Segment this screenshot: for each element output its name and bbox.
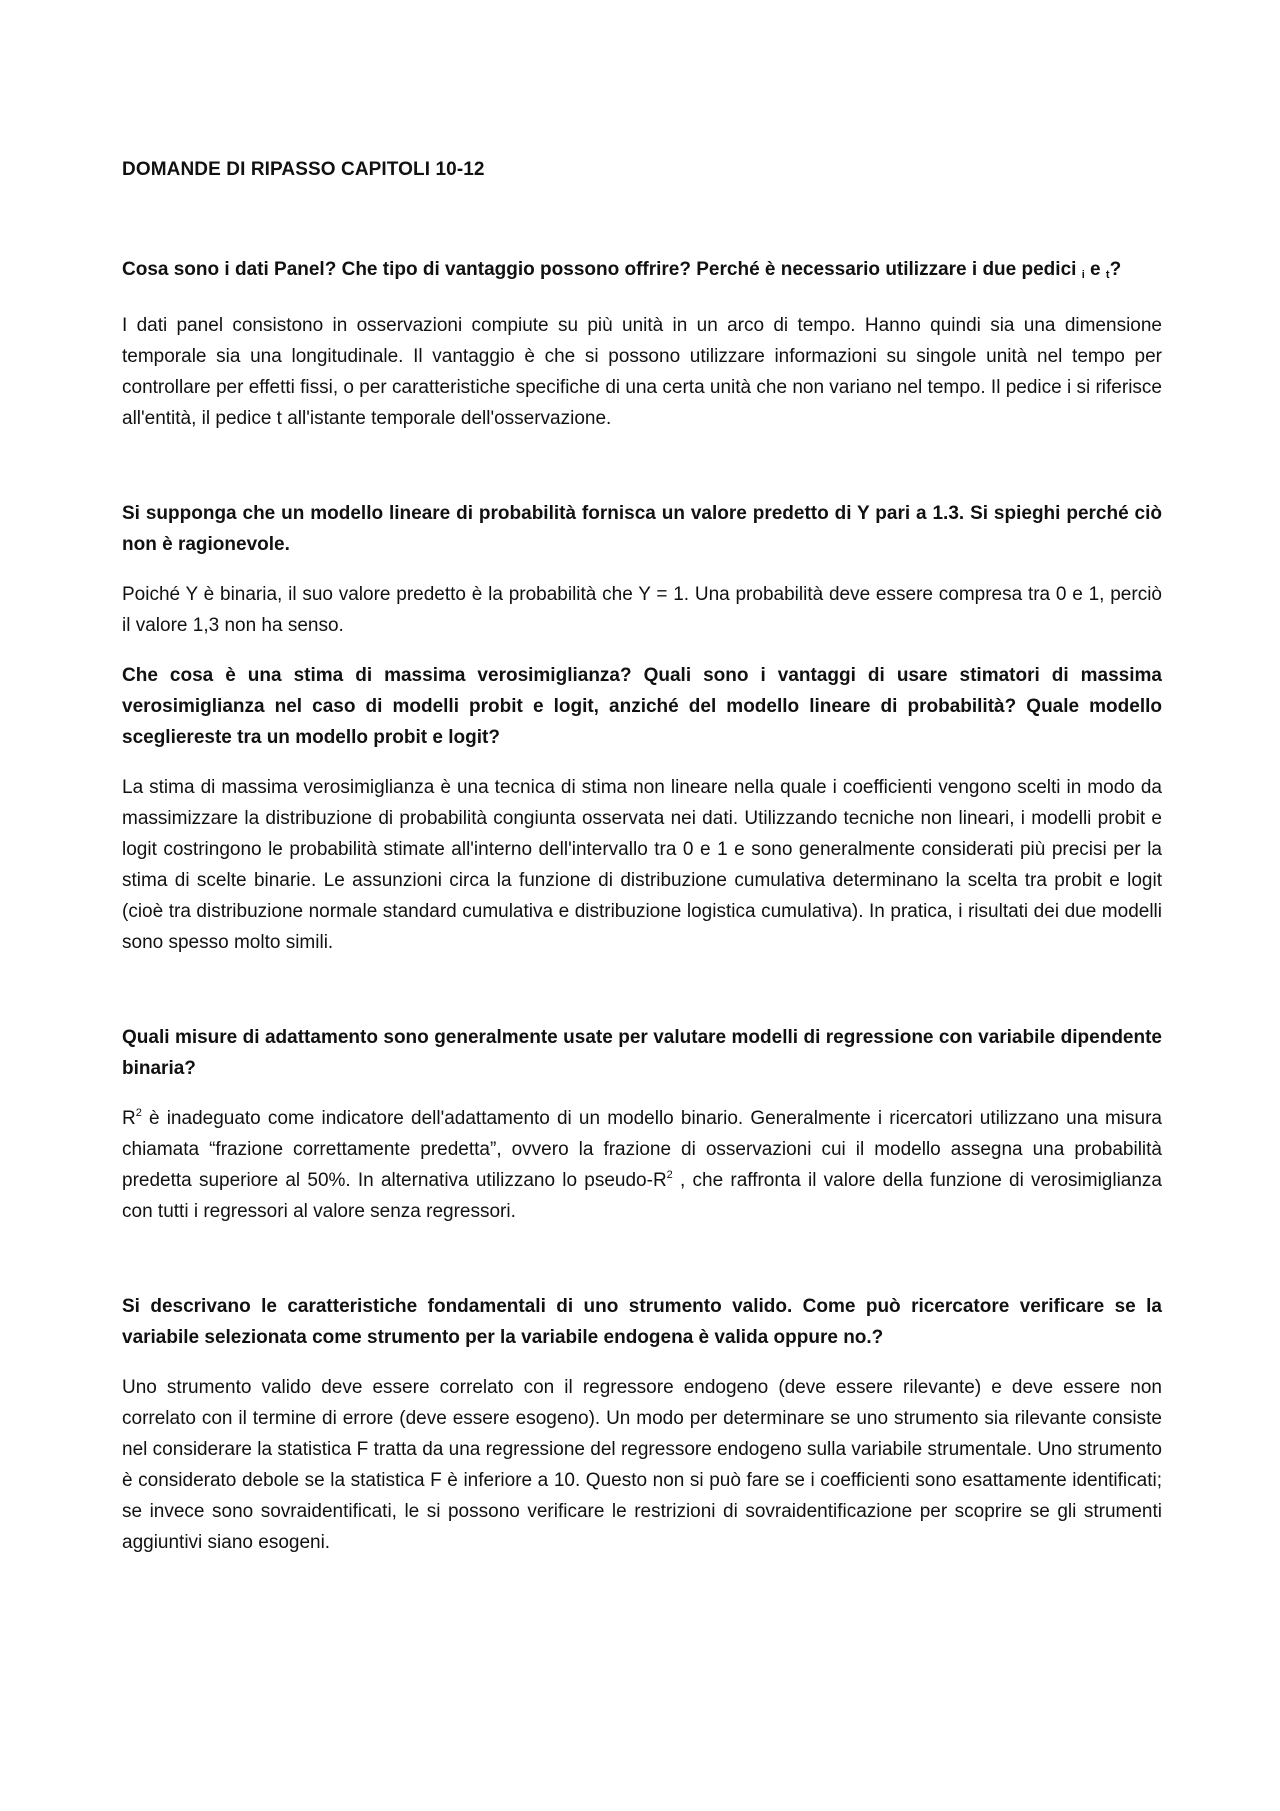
question-1-start: Cosa sono i dati Panel? Che tipo di vantaggio possono offrire? Perché è necessario utilizzare i due pedici: [122, 259, 1082, 280]
question-1-mid: e: [1084, 259, 1106, 280]
answer-4-part2: , che raffronta il valore della funzione di verosimiglianza con tutti i regressori al valore senza regressori.: [122, 1170, 1162, 1222]
answer-2: Poiché Y è binaria, il suo valore predetto è la probabilità che Y = 1. Una probabilità deve essere compresa tra 0 e 1, perciò il valore 1,3 non ha senso.: [122, 584, 1162, 636]
question-1: [122, 254, 1162, 291]
answer-4-r: R: [122, 1108, 136, 1129]
question-4: Quali misure di adattamento sono generalmente usate per valutare modelli di regressione con variabile dipendente binaria?: [122, 1027, 1162, 1079]
subscript-i: i: [1081, 269, 1085, 281]
question-2: Si supponga che un modello lineare di probabilità fornisca un valore predetto di Y pari a 1.3. Si spieghi perché ciò non è ragionevole.: [122, 503, 1162, 555]
document-title: DOMANDE DI RIPASSO CAPITOLI 10-12: [122, 159, 485, 180]
answer-5: Uno strumento valido deve essere correlato con il regressore endogeno (deve essere rilevante) e deve essere non correlato con il termine di errore (deve essere esogeno). Un modo per determinare se uno strumento sia rilevante consiste nel considerare la statistica F tratta da una regressione del regressore endogeno sulla variabile strumentale. Uno strumento è considerato debole se la statistica F è inferiore a 10. Questo non si può fare se i coefficienti sono esattamente identificati; se invece sono sovraidentificati, le si possono verificare le restrizioni di sovraidentificazione per scoprire se gli strumenti aggiuntivi siano esogeni.: [122, 1377, 1162, 1553]
answer-1: I dati panel consistono in osservazioni compiute su più unità in un arco di tempo. Hanno quindi sia una dimensione temporale sia una longitudinale. Il vantaggio è che si possono utilizzare informazioni su singole unità nel tempo per controllare per effetti fissi, o per caratteristiche specifiche di una certa unità che non variano nel tempo. Il pedice i si riferisce all'entità, il pedice t all'istante temporale dell'osservazione.: [122, 315, 1162, 429]
superscript-2: 2: [135, 1107, 142, 1119]
superscript-2-pseudo: 2: [666, 1169, 673, 1181]
subscript-t: t: [1105, 269, 1110, 281]
answer-3: La stima di massima verosimiglianza è una tecnica di stima non lineare nella quale i coefficienti vengono scelti in modo da massimizzare la distribuzione di probabilità congiunta osservata nei dati. Utilizzando tecniche non lineari, i modelli probit e logit costringono le probabilità stimate all'interno dell'intervallo tra 0 e 1 e sono generalmente considerati più precisi per la stima di scelte binarie. Le assunzioni circa la funzione di distribuzione cumulativa determinano la scelta tra probit e logit (cioè tra distribuzione normale standard cumulativa e distribuzione logistica cumulativa). In pratica, i risultati dei due modelli sono spesso molto simili.: [122, 777, 1162, 953]
question-1-end: ?: [1109, 259, 1122, 280]
answer-4: [122, 1103, 1162, 1227]
question-3: Che cosa è una stima di massima verosimiglianza? Quali sono i vantaggi di usare stimatori di massima verosimiglianza nel caso di modelli probit e logit, anziché del modello lineare di probabilità? Quale modello scegliereste tra un modello probit e logit?: [122, 665, 1162, 748]
question-5: Si descrivano le caratteristiche fondamentali di uno strumento valido. Come può ricercatore verificare se la variabile selezionata come strumento per la variabile endogena è valida oppure no.?: [122, 1296, 1162, 1348]
answer-4-part1: è inadeguato come indicatore dell'adattamento di un modello binario. Generalmente i ricercatori utilizzano una misura chiamata “frazione correttamente predetta”, ovvero la frazione di osservazioni cui il modello assegna una probabilità predetta superiore al 50%. In alternativa utilizzano lo pseudo-R: [122, 1108, 1162, 1191]
